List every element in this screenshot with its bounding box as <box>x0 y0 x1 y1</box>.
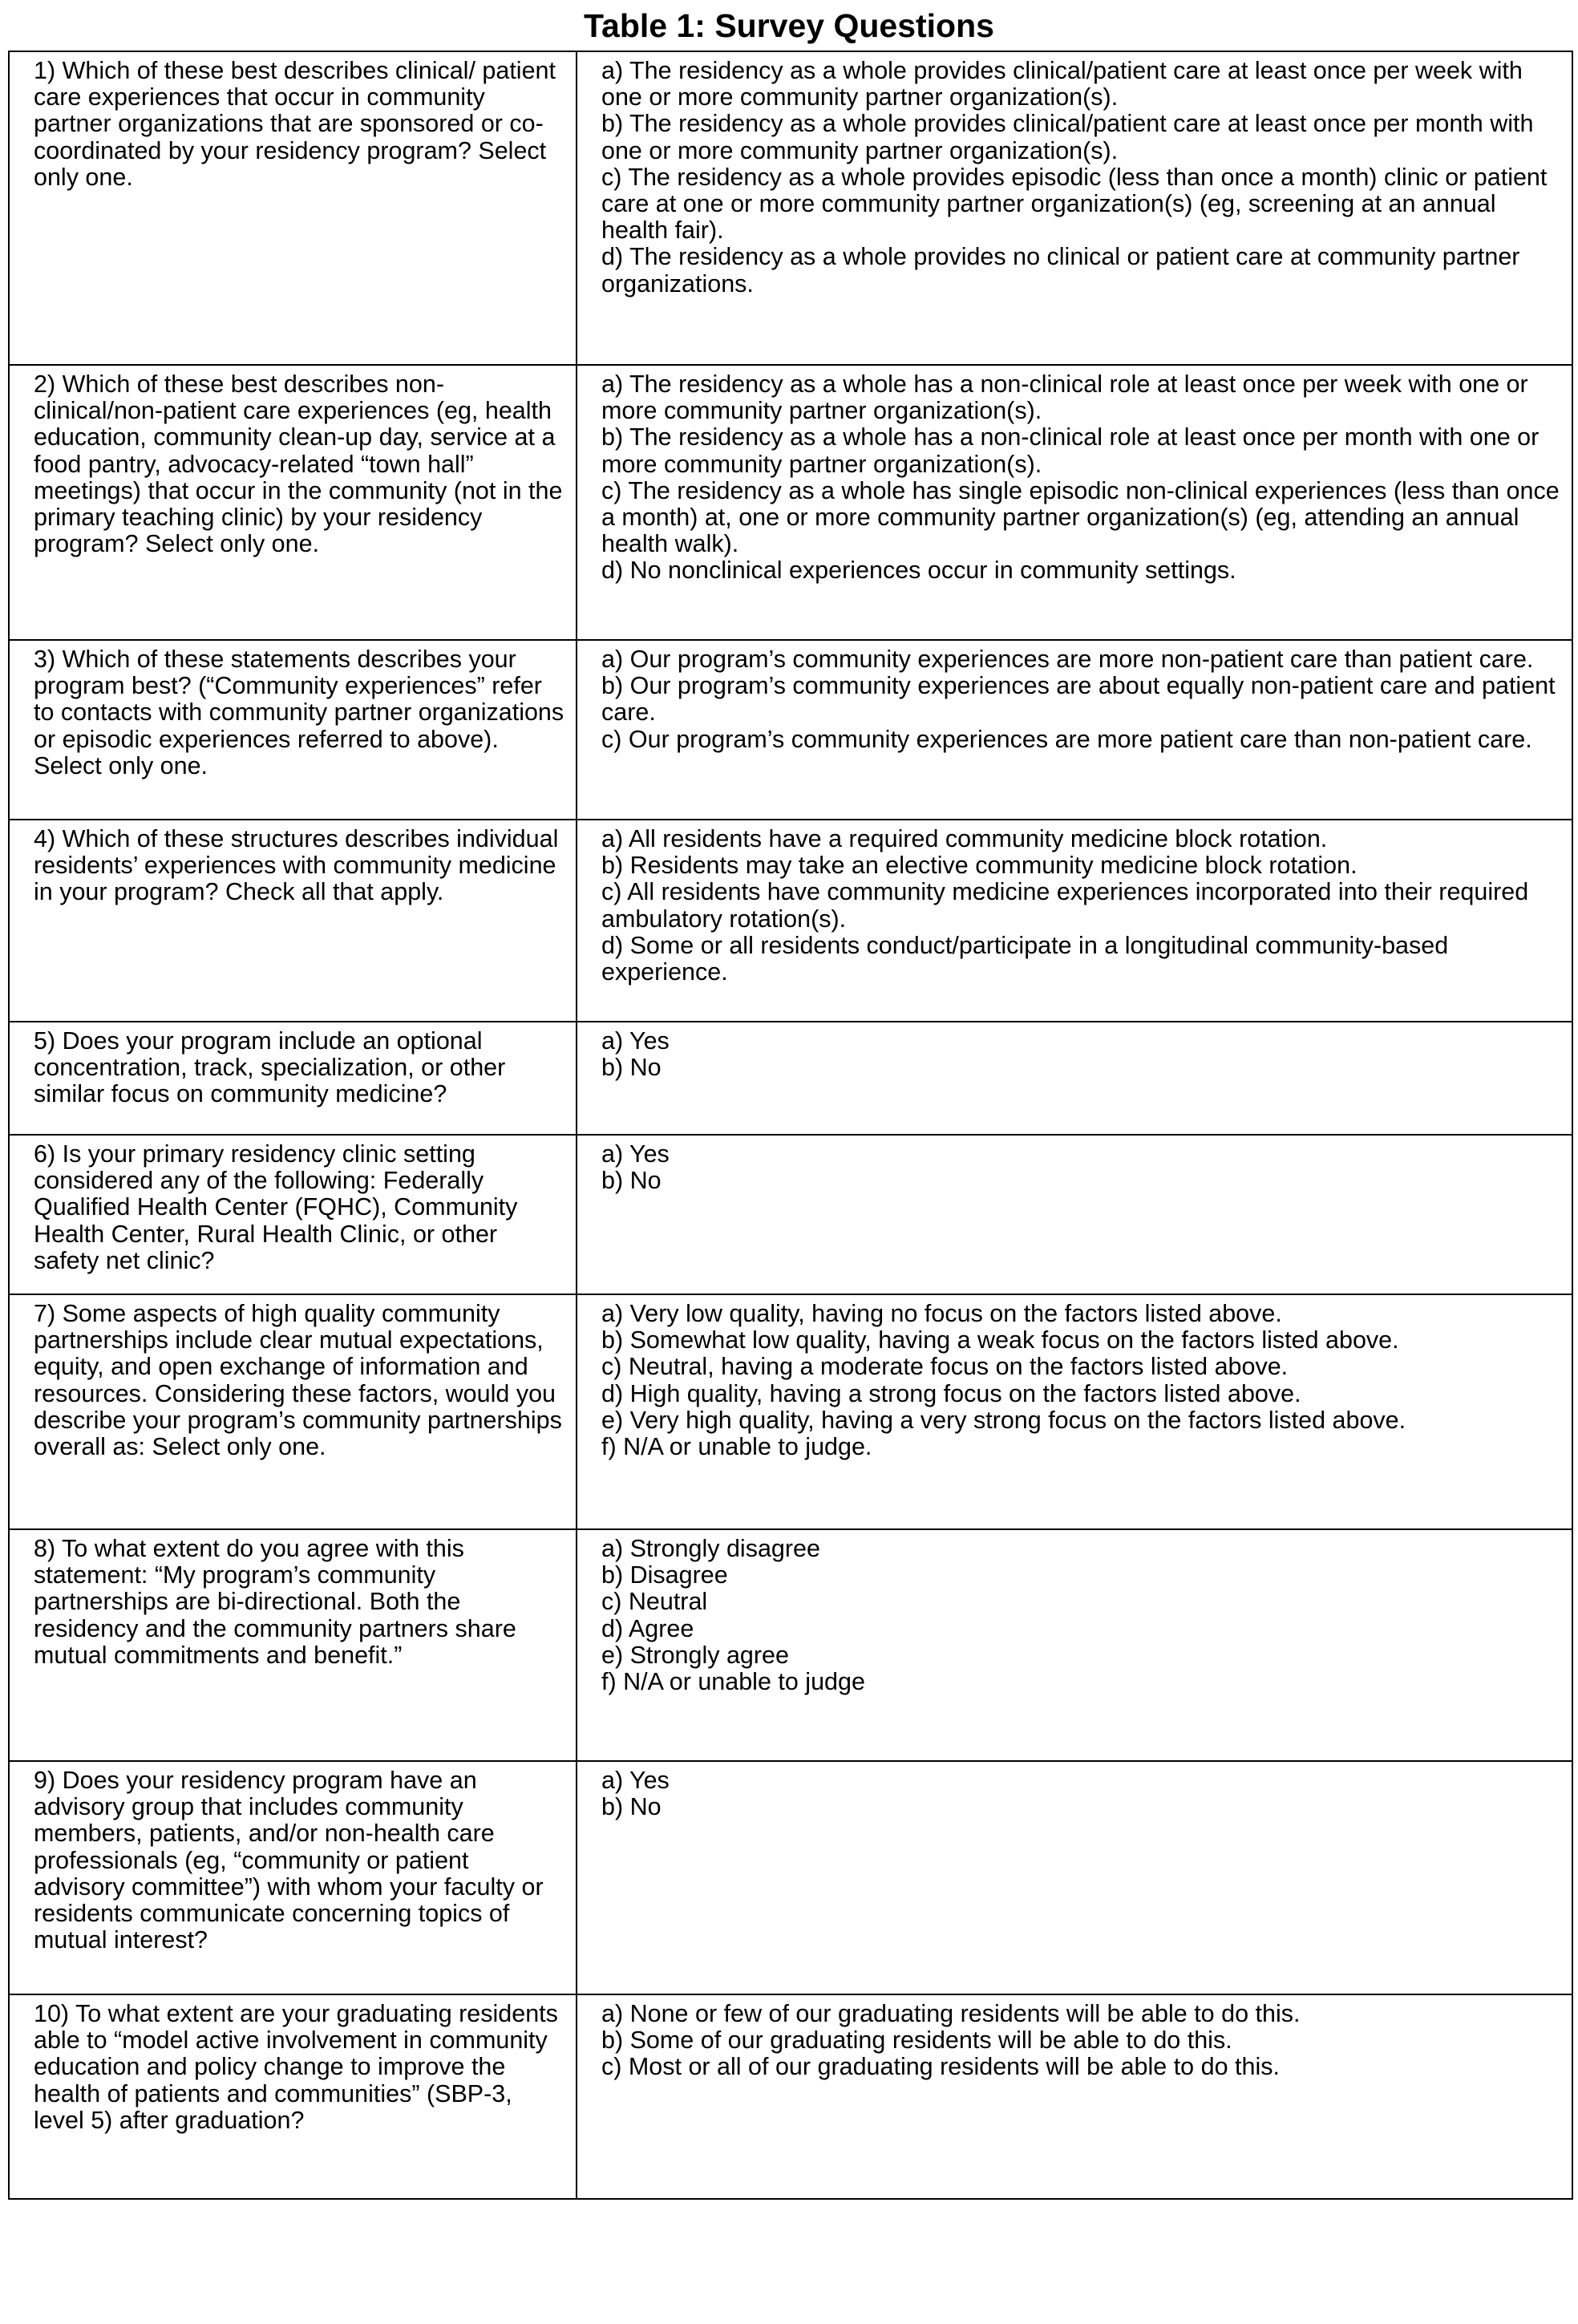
answer-option: f) N/A or unable to judge. <box>601 1433 872 1461</box>
table-row <box>9 1022 1572 1135</box>
question-cell: 10) To what extent are your graduating residents able to “model active involvement in community education and policy change to improve the health of patients and communities” (SBP-3, level 5) after graduation? <box>9 1994 577 2199</box>
answer-option: d) Agree <box>601 1614 694 1642</box>
answer-option: b) No <box>601 1793 662 1821</box>
survey-table <box>8 51 1573 2200</box>
page-title: Table 1: Survey Questions <box>584 7 994 44</box>
table-row <box>9 1135 1572 1294</box>
options-cell <box>577 1022 1572 1135</box>
answer-option: b) Some of our graduating residents will be able to do this. <box>601 2026 1232 2055</box>
table-row <box>9 820 1572 1022</box>
answer-option: b) Our program’s community experiences are about equally non-patient care and patient care. <box>601 672 1556 727</box>
answer-option: a) Yes <box>601 1140 670 1168</box>
options-cell <box>577 1135 1572 1294</box>
answer-option: c) Most or all of our graduating residents will be able to do this. <box>601 2053 1280 2081</box>
answer-option: a) The residency as a whole provides clinical/patient care at least once per week with one or more community partner organization(s). <box>601 57 1523 111</box>
table-row <box>9 640 1572 820</box>
question-cell: 4) Which of these structures describes individual residents’ experiences with community medicine in your program? Check all that apply. <box>9 820 577 1022</box>
answer-option: c) Our program’s community experiences are more patient care than non-patient care. <box>601 725 1532 753</box>
question-cell: 8) To what extent do you agree with this statement: “My program’s community partnerships are bi-directional. Both the residency and the community partners share mutual commitments and benefit.” <box>9 1529 577 1761</box>
answer-option: a) None or few of our graduating residents will be able to do this. <box>601 2000 1301 2027</box>
answer-option: c) The residency as a whole provides episodic (less than once a month) clinic or patient care at one or more community partner organization(s) (eg, screening at an annual health fair). <box>601 163 1548 245</box>
options-cell <box>577 1529 1572 1761</box>
question-cell: 6) Is your primary residency clinic setting considered any of the following: Federally Qualified Health Center (FQHC), Community Health Center, Rural Health Clinic, or other safety net clinic? <box>9 1135 577 1294</box>
options-cell <box>577 640 1572 820</box>
question-cell: 9) Does your residency program have an advisory group that includes community members, patients, and/or non-health care professionals (eg, “community or patient advisory committee”) with whom your faculty or residents communicate concerning topics of mutual interest? <box>9 1761 577 1994</box>
table-row <box>9 51 1572 365</box>
survey-table-body <box>9 51 1572 2199</box>
answer-option: d) High quality, having a strong focus on the factors listed above. <box>601 1379 1301 1407</box>
answer-option: b) Disagree <box>601 1561 728 1589</box>
answer-option: f) N/A or unable to judge <box>601 1668 865 1696</box>
question-cell: 2) Which of these best describes non-clinical/non-patient care experiences (eg, health education, community clean-up day, service at a food pantry, advocacy-related “town hall” meetings) that occur in the community (not in the primary teaching clinic) by your residency program? Select only one. <box>9 365 577 640</box>
answer-option: a) Strongly disagree <box>601 1535 820 1562</box>
question-cell: 5) Does your program include an optional concentration, track, specialization, or other similar focus on community medicine? <box>9 1022 577 1135</box>
options-cell <box>577 1994 1572 2199</box>
answer-option: e) Strongly agree <box>601 1641 789 1669</box>
table-row <box>9 365 1572 640</box>
answer-option: b) Residents may take an elective community medicine block rotation. <box>601 852 1357 880</box>
table-row <box>9 1294 1572 1529</box>
table-row <box>9 1529 1572 1761</box>
answer-option: b) No <box>601 1054 662 1082</box>
answer-option: c) The residency as a whole has single episodic non-clinical experiences (less than once a month) at, one or more community partner organization(s) (eg, attending an annual health walk). <box>601 476 1560 558</box>
answer-option: a) All residents have a required community medicine block rotation. <box>601 825 1328 852</box>
answer-option: c) Neutral <box>601 1588 708 1616</box>
answer-option: c) Neutral, having a moderate focus on the factors listed above. <box>601 1353 1289 1381</box>
answer-option: b) Somewhat low quality, having a weak focus on the factors listed above. <box>601 1326 1399 1354</box>
answer-option: a) Our program’s community experiences are more non-patient care than patient care. <box>601 646 1534 673</box>
answer-option: b) The residency as a whole has a non-clinical role at least once per month with one or more community partner organization(s). <box>601 423 1540 478</box>
answer-option: d) Some or all residents conduct/participate in a longitudinal community-based experience. <box>601 931 1449 986</box>
options-cell <box>577 1294 1572 1529</box>
options-cell <box>577 1761 1572 1994</box>
answer-option: b) The residency as a whole provides clinical/patient care at least once per month with one or more community partner organization(s). <box>601 110 1534 164</box>
table-row <box>9 1761 1572 1994</box>
question-cell: 7) Some aspects of high quality community partnerships include clear mutual expectations, equity, and open exchange of information and resources. Considering these factors, would you describe your program’s community partnerships overall as: Select only one. <box>9 1294 577 1529</box>
question-cell: 3) Which of these statements describes your program best? (“Community experiences” refer to contacts with community partner organizations or episodic experiences referred to above). Select only one. <box>9 640 577 820</box>
answer-option: a) Yes <box>601 1027 670 1055</box>
question-cell: 1) Which of these best describes clinical/ patient care experiences that occur in community partner organizations that are sponsored or co-coordinated by your residency program? Select only one. <box>9 51 577 365</box>
answer-option: a) The residency as a whole has a non-clinical role at least once per week with one or more community partner organization(s). <box>601 370 1528 425</box>
options-cell <box>577 365 1572 640</box>
answer-option: d) No nonclinical experiences occur in community settings. <box>601 557 1236 585</box>
table-row <box>9 1994 1572 2199</box>
answer-option: a) Yes <box>601 1767 670 1794</box>
answer-option: d) The residency as a whole provides no clinical or patient care at community partner organizations. <box>601 243 1520 298</box>
options-cell <box>577 820 1572 1022</box>
answer-option: b) No <box>601 1167 662 1195</box>
answer-option: c) All residents have community medicine experiences incorporated into their required ambulatory rotation(s). <box>601 878 1529 933</box>
answer-option: a) Very low quality, having no focus on the factors listed above. <box>601 1300 1282 1327</box>
options-cell <box>577 51 1572 365</box>
answer-option: e) Very high quality, having a very strong focus on the factors listed above. <box>601 1406 1406 1434</box>
